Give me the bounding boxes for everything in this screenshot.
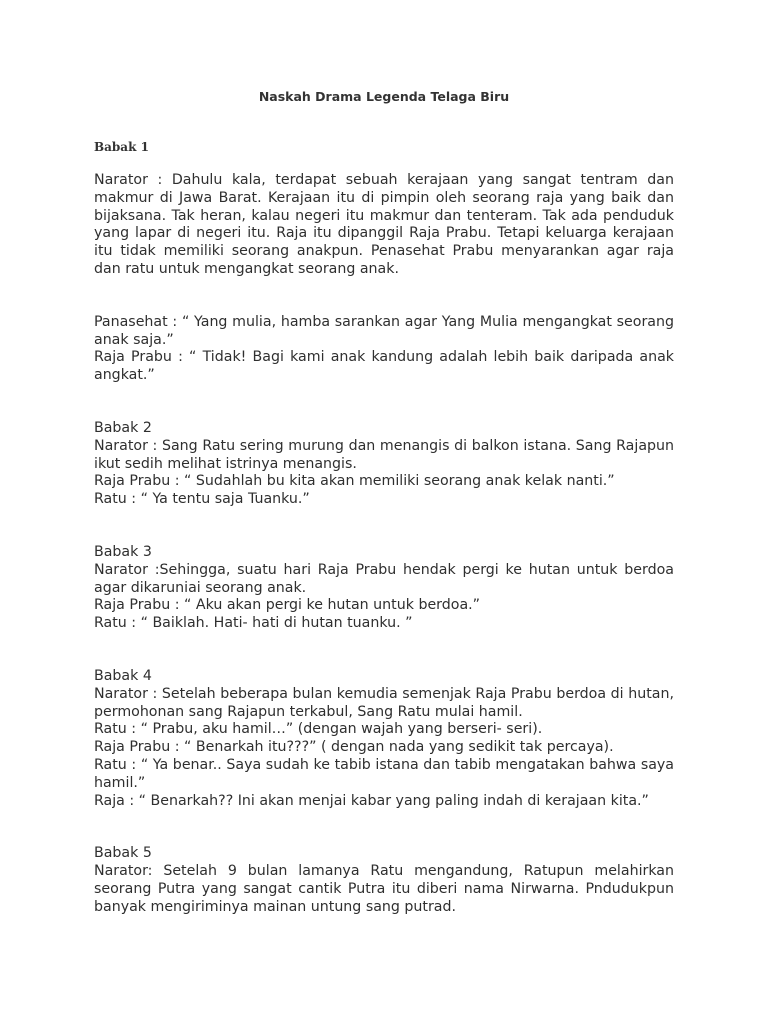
script-body xyxy=(94,172,674,917)
babak-2-heading: Babak 2 xyxy=(94,419,152,436)
spacer xyxy=(94,385,674,420)
babak-1-penasehat-line: Panasehat : “ Yang mulia, hamba sarankan agar Yang Mulia mengangkat seorang anak saja.” xyxy=(94,313,674,348)
babak-3-heading: Babak 3 xyxy=(94,543,152,560)
babak-1-heading: Babak 1 xyxy=(94,140,149,154)
babak-4-heading: Babak 4 xyxy=(94,667,152,684)
babak-4-narrator: Narator : Setelah beberapa bulan kemudia semenjak Raja Prabu berdoa di hutan, permohonan sang Rajapun terkabul, Sang Ratu mulai hamil. xyxy=(94,685,674,720)
babak-2-raja-line: Raja Prabu : “ Sudahlah bu kita akan memiliki seorang anak kelak nanti.” xyxy=(94,473,615,490)
document-title: Naskah Drama Legenda Telaga Biru xyxy=(258,89,510,104)
spacer xyxy=(94,509,674,544)
babak-3-raja-line: Raja Prabu : “ Aku akan pergi ke hutan untuk berdoa.” xyxy=(94,597,481,614)
spacer xyxy=(94,810,674,845)
spacer xyxy=(94,279,674,314)
babak-4-ratu-line-2: Ratu : “ Ya benar.. Saya sudah ke tabib istana dan tabib mengatakan bahwa saya hamil.” xyxy=(94,756,674,791)
babak-3-ratu-line: Ratu : “ Baiklah. Hati- hati di hutan tuanku. ” xyxy=(94,615,413,632)
babak-4-ratu-line-1: Ratu : “ Prabu, aku hamil…” (dengan wajah yang berseri- seri). xyxy=(94,721,543,738)
babak-3-narrator: Narator :Sehingga, suatu hari Raja Prabu hendak pergi ke hutan untuk berdoa agar dikaruniai seorang anak. xyxy=(94,561,674,596)
babak-4-raja-line-2: Raja : “ Benarkah?? Ini akan menjai kabar yang paling indah di kerajaan kita.” xyxy=(94,792,649,809)
babak-1-narrator: Narator : Dahulu kala, terdapat sebuah kerajaan yang sangat tentram dan makmur di Jawa Barat. Kerajaan itu di pimpin oleh seorang raja yang baik dan bijaksana. Tak heran, kalau negeri itu makmur dan tenteram. Tak ada penduduk yang lapar di negeri itu. Raja itu dipanggil Raja Prabu. Tetapi keluarga kerajaan itu tidak memiliki seorang anakpun. Penasehat Prabu menyarankan agar raja dan ratu untuk mengangkat seorang anak. xyxy=(94,172,674,277)
babak-4-raja-line-1: Raja Prabu : “ Benarkah itu???” ( dengan nada yang sedikit tak percaya). xyxy=(94,739,614,756)
babak-5-heading: Babak 5 xyxy=(94,845,152,862)
babak-2-ratu-line: Ratu : “ Ya tentu saja Tuanku.” xyxy=(94,491,310,508)
babak-5-narrator: Narator: Setelah 9 bulan lamanya Ratu mengandung, Ratupun melahirkan seorang Putra yang sangat cantik Putra itu diberi nama Nirwarna. Pndudukpun banyak mengiriminya mainan untung sang putrad. xyxy=(94,863,674,915)
spacer xyxy=(94,633,674,668)
babak-1-raja-line: Raja Prabu : “ Tidak! Bagi kami anak kandung adalah lebih baik daripada anak angkat.” xyxy=(94,349,674,384)
babak-2-narrator: Narator : Sang Ratu sering murung dan menangis di balkon istana. Sang Rajapun ikut sedih melihat istrinya menangis. xyxy=(94,437,674,472)
